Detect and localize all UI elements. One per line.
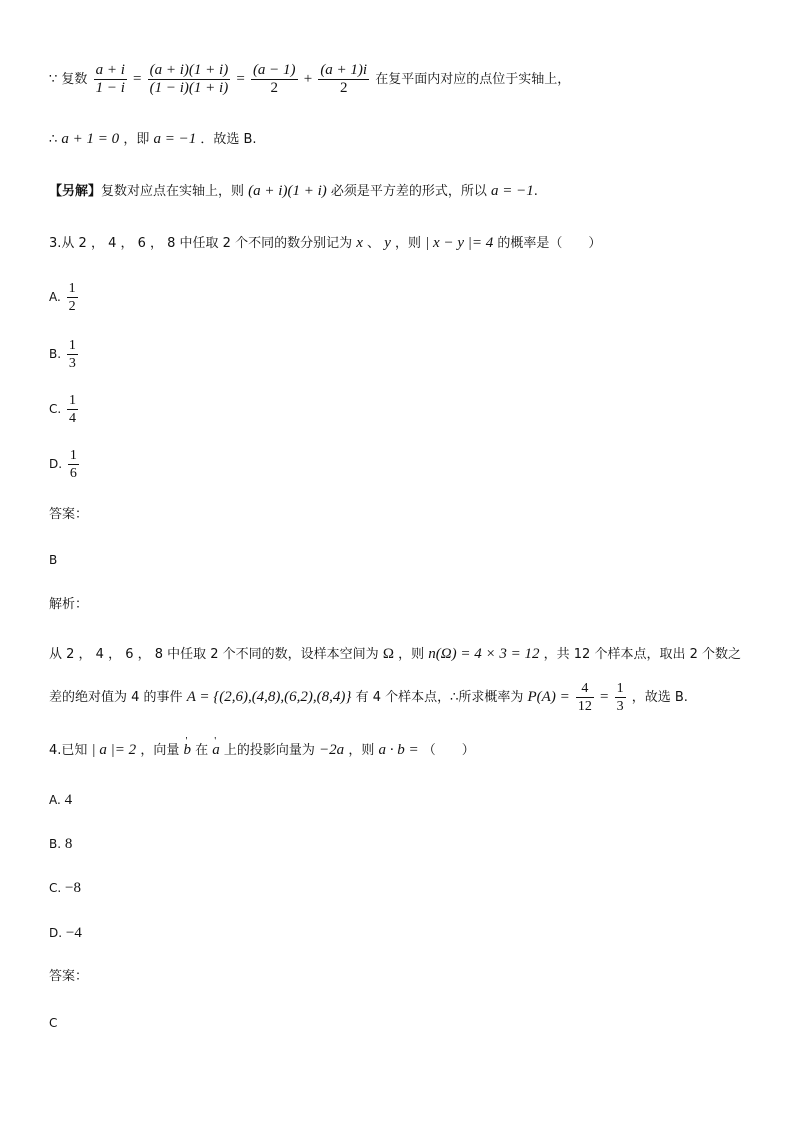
answer-label: 答案： [49,969,89,984]
option-b [49,836,72,852]
option-c [49,392,80,427]
text: 复数对应点在实轴上，则 [101,184,245,199]
option-label: B. [49,347,62,361]
equals: = [236,71,245,87]
option-value: 4 [64,792,73,808]
option-label: D. [49,457,63,471]
text: ，向量 [140,743,180,758]
projection-expr: −2a [319,742,345,758]
option-label: C. [49,402,62,416]
analysis-line-2 [49,680,688,715]
vector-norm-expr: | a |= 2 [91,742,137,758]
text: 复数 [61,72,88,87]
text: （ ） [422,743,475,758]
option-c [49,880,81,896]
fraction: $\frac{4}{12}$ [577,681,592,714]
option-label: A. [49,793,61,807]
math-expr: n(Ω) = 4 × 3 = 12 [428,646,540,662]
option-b [49,337,80,372]
option-value: 8 [64,836,73,852]
text: 在复平面内对应的点位于实轴上， [375,72,571,87]
fraction: $\frac{1}{3}$ [616,681,624,714]
dot-product-expr: a · b = [378,742,419,758]
var-y: y [384,235,391,251]
probability-expr: P(A) = [527,689,570,705]
text: 从 2 ， 4 ， 6 ， 8 中任取 2 个不同的数，设样本空间为 [49,647,379,662]
fraction: $\frac{(a - 1)}{2}$ [252,62,296,96]
var-x: x [356,235,363,251]
option-d [49,925,82,941]
alt-solution-line [49,183,538,200]
text: 3.从 2 ， 4 ， 6 ， 8 中任取 2 个不同的数分别记为 [49,236,353,251]
text: 差的绝对值为 4 的事件 [49,690,183,705]
math-expr: a = −1 [153,131,197,147]
text: ，即 [123,132,150,147]
text: 、 [367,236,381,251]
text: 上的投影向量为 [223,743,315,758]
option-d [49,447,81,482]
fraction: $\frac{(a + 1)i}{2}$ [320,62,368,96]
omega-symbol: Ω [382,646,394,662]
option-label: D. [49,926,63,940]
text: ．故选 B. [200,132,257,147]
text: 的概率是（ ） [497,236,602,251]
question-4-stem [49,742,475,759]
alt-tag: 【另解】 [49,184,102,199]
equals: = [133,71,142,87]
fraction: $\frac{1}{4}$ [69,393,77,426]
vector-a: ' a [212,742,220,758]
question-3-stem [49,235,601,252]
fraction: $\frac{a + i}{1 - i}$ [95,62,125,96]
event-set: A = {(2,6),(4,8),(6,2),(8,4)} [186,689,352,705]
text: ，故选 B. [631,690,688,705]
option-label: C. [49,881,62,895]
text: 4.已知 [49,743,88,758]
analysis-line-1 [49,646,741,663]
vector-b: ' b [183,742,191,758]
fraction: $\frac{1}{2}$ [68,281,76,314]
answer-label: 答案： [49,507,89,522]
option-label: B. [49,837,62,851]
answer-value: C [49,1016,58,1030]
because-symbol: ∵ [49,72,58,87]
option-label: A. [49,290,61,304]
math-expr: a = −1 [491,183,534,199]
math-expr: a + 1 = 0 [61,131,120,147]
text: ，则 [398,647,425,662]
text: 有 4 个样本点，∴所求概率为 [355,690,524,705]
period: . [533,184,538,199]
text: 在 [195,743,209,758]
option-a [49,792,72,808]
plus: + [303,71,313,87]
answer-value: B [49,553,58,567]
equals: = [599,689,609,705]
fraction: $\frac{1}{6}$ [69,448,77,481]
condition-expr: | x − y |= 4 [425,235,494,251]
math-expr: (a + i)(1 + i) [248,183,327,199]
option-value: −8 [65,880,81,896]
text: ，则 [348,743,375,758]
option-a [49,280,80,315]
fraction: $\frac{1}{3}$ [68,338,76,371]
text: ，则 [395,236,422,251]
fraction: $\frac{(a + i)(1 + i)}{(1 - i)(1 + i)}$ [149,62,229,96]
therefore-symbol: ∴ [49,132,58,147]
solution-line-2 [49,131,257,148]
solution-line-1 [49,62,570,97]
text: ，共 12 个样本点，取出 2 个数之 [543,647,741,662]
option-value: −4 [65,925,82,941]
analysis-label: 解析： [49,597,89,612]
text: 必须是平方差的形式，所以 [330,184,487,199]
